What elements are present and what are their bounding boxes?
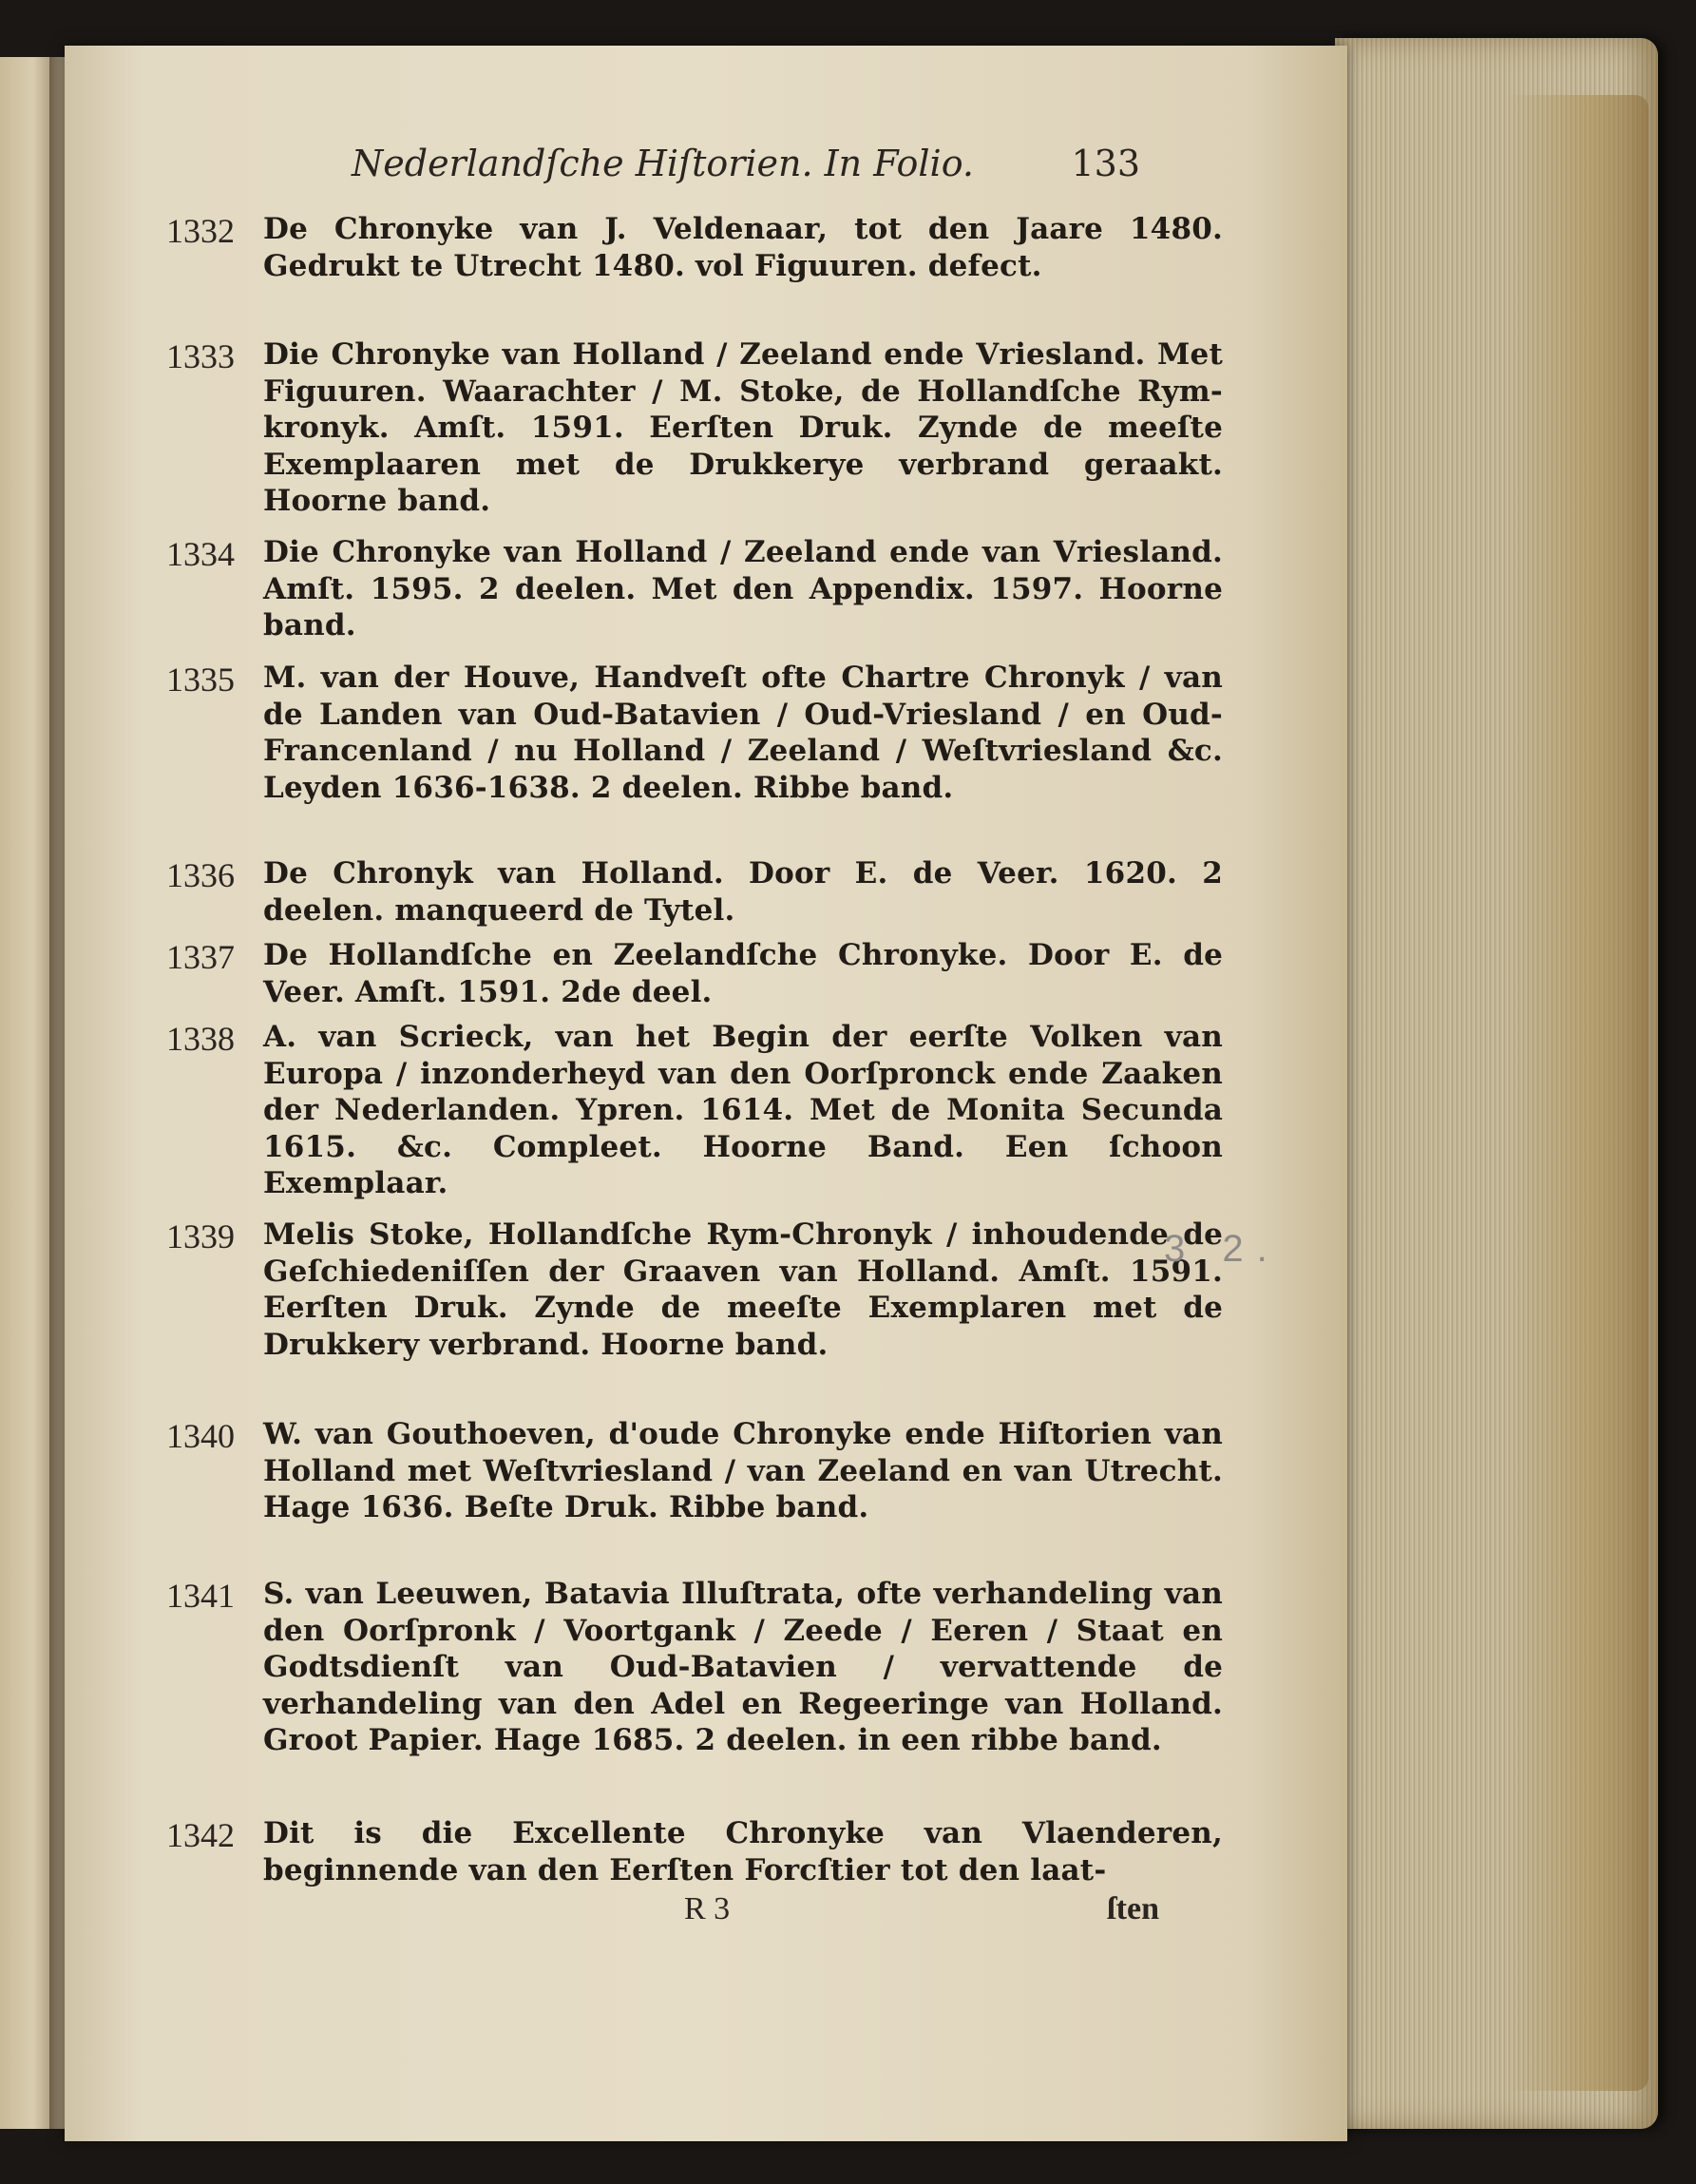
page-edges: [1335, 38, 1658, 2129]
lot-description: W. van Gouthoeven, d'oude Chronyke ende Hiſtorien van Holland met Weſtvriesland / van Zeeland en van Utrecht. Hage 1636. Beſte Druk. Ribbe band.: [263, 1417, 1223, 1524]
lot-number: 1342: [166, 1816, 235, 1854]
lot-number: 1338: [166, 1020, 235, 1058]
lot-number: 1333: [166, 337, 235, 375]
lot-description: De Hollandſche en Zeelandſche Chronyke. Door E. de Veer. Amſt. 1591. 2de deel.: [263, 938, 1223, 1009]
facing-page-edge: [0, 57, 55, 2129]
lot-number: 1340: [166, 1417, 235, 1455]
lot-description: Melis Stoke, Hollandſche Rym-Chronyk / inhoudende de Geſchiedeniſſen der Graaven van Holland. Amſt. 1591. Eerſten Druk. Zynde de meeſte Exemplaren met de Drukkery verbrand. Hoorne band.: [263, 1217, 1223, 1362]
lot-number: 1332: [166, 212, 235, 250]
lot-description: De Chronyk van Holland. Door E. de Veer. 1620. 2 deelen. manqueerd de Tytel.: [263, 856, 1223, 928]
catchword: ſten: [1107, 1891, 1159, 1926]
signature-mark: R 3: [684, 1891, 731, 1926]
lot-description: Die Chronyke van Holland / Zeeland ende Vriesland. Met Figuuren. Waarachter / M. Stoke, de Hollandſche Rym-kronyk. Amſt. 1591. Eerſten Druk. Zynde de meeſte Exemplaaren met de Drukkerye verbrand geraakt. Hoorne band.: [263, 337, 1223, 518]
lot-number: 1336: [166, 856, 235, 894]
water-stain: [1506, 95, 1648, 2091]
lot-number: 1339: [166, 1217, 235, 1255]
lot-number: 1335: [166, 661, 235, 699]
running-title: Nederlandſche Hiſtorien. In Folio.: [352, 143, 974, 184]
pencil-annotation: 3 2.: [1164, 1228, 1281, 1270]
lot-number: 1334: [166, 535, 235, 573]
lot-number: 1337: [166, 938, 235, 976]
lot-description: Die Chronyke van Holland / Zeeland ende van Vriesland. Amſt. 1595. 2 deelen. Met den Appendix. 1597. Hoorne band.: [263, 535, 1223, 642]
lot-description: De Chronyke van J. Veldenaar, tot den Jaare 1480. Gedrukt te Utrecht 1480. vol Figuuren. defect.: [263, 212, 1223, 283]
page-foot: [684, 1891, 1159, 1929]
lot-description: M. van der Houve, Handveſt ofte Chartre Chronyk / van de Landen van Oud-Batavien / Oud-Vriesland / en Oud-Francenland / nu Holland / Zeeland / Weſtvriesland &c. Leyden 1636-1638. 2 deelen. Ribbe band.: [263, 661, 1223, 805]
page-number: 133: [1071, 143, 1140, 184]
lot-description: Dit is die Excellente Chronyke van Vlaenderen, beginnende van den Eerſten Forcſtier tot den laat-: [263, 1816, 1223, 1887]
lot-number: 1341: [166, 1577, 235, 1615]
lot-description: A. van Scrieck, van het Begin der eerſte Volken van Europa / inzonderheyd van den Oorſpronck ende Zaaken der Nederlanden. Ypren. 1614. Met de Monita Secunda 1615. &c. Compleet. Hoorne Band. Een ſchoon Exemplaar.: [263, 1020, 1223, 1200]
lot-description: S. van Leeuwen, Batavia Illuſtrata, ofte verhandeling van den Oorſpronk / Voortgank / Zeede / Eeren / Staat en Godtsdienſt van Oud-Batavien / vervattende de verhandeling van den Adel en Regeeringe van Holland. Groot Papier. Hage 1685. 2 deelen. in een ribbe band.: [263, 1577, 1223, 1757]
running-header: [352, 143, 1140, 186]
